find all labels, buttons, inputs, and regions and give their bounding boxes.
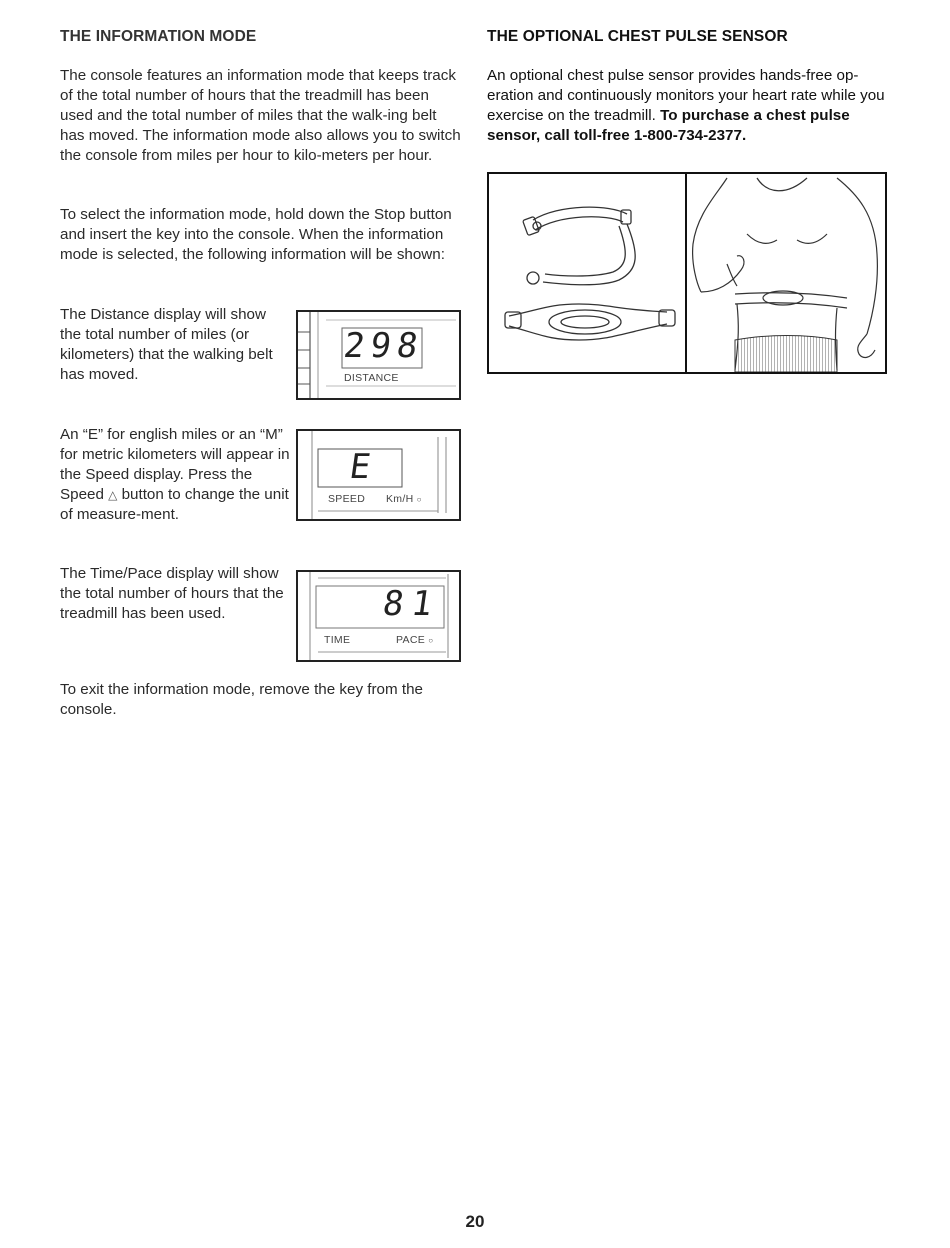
person-wearing-strap-drawing [687,174,885,372]
chest-sensor-text: An optional chest pulse sensor provides hands-free op-eration and continuously monitors your heart rate while you exercise on the treadmill. [487,67,885,124]
time-value: 81 [380,584,443,624]
triangle-up-icon: △ [108,488,118,502]
speed-label: SPEED [328,493,366,505]
exit-paragraph: To exit the information mode, remove the key from the console. [60,681,423,718]
indicator-light-icon: ○ [428,636,434,645]
distance-value: 298 [341,326,427,366]
speed-unit-label [386,493,422,505]
time-label: TIME [324,634,351,646]
distance-label: DISTANCE [344,372,399,384]
speed-value: E [346,447,374,487]
section-heading-information-mode: THE INFORMATION MODE [60,28,257,45]
page-number: 20 [465,1212,485,1231]
intro-paragraph: The console features an information mode that keeps track of the total number of hours that the treadmill has been used and the total number of miles that the walk-ing belt has moved. The information mode also allows you to switch the console from miles per hour to kilo-meters per hour. [60,67,461,164]
time-display-illustration [296,570,461,662]
purchase-info: To purchase a chest pulse sensor, call toll-free 1-800-734-2377. [487,107,850,144]
chest-strap-drawing [489,174,685,372]
section-heading-chest-pulse-sensor: THE OPTIONAL CHEST PULSE SENSOR [487,28,788,45]
pace-label-group [396,634,433,646]
speed-text-after: button to change the unit of measure-ment. [60,486,289,523]
indicator-light-icon: ○ [416,495,422,504]
distance-display-illustration [296,310,461,400]
speed-unit: Km/H [386,493,414,505]
chest-strap-illustration [487,172,887,374]
distance-description: The Distance display will show the total number of miles (or kilometers) that the walking belt has moved. [60,306,273,383]
pace-label: PACE [396,634,426,646]
speed-display-illustration [296,429,461,521]
speed-description [60,425,290,525]
speed-text-before: An “E” for english miles or an “M” for metric kilometers will appear in the Speed display. Press the Speed [60,426,290,503]
chest-sensor-paragraph [487,66,892,146]
time-description: The Time/Pace display will show the total number of hours that the treadmill has been used. [60,565,284,622]
select-mode-paragraph: To select the information mode, hold down the Stop button and insert the key into the console. When the information mode is selected, the following information will be shown: [60,206,452,263]
